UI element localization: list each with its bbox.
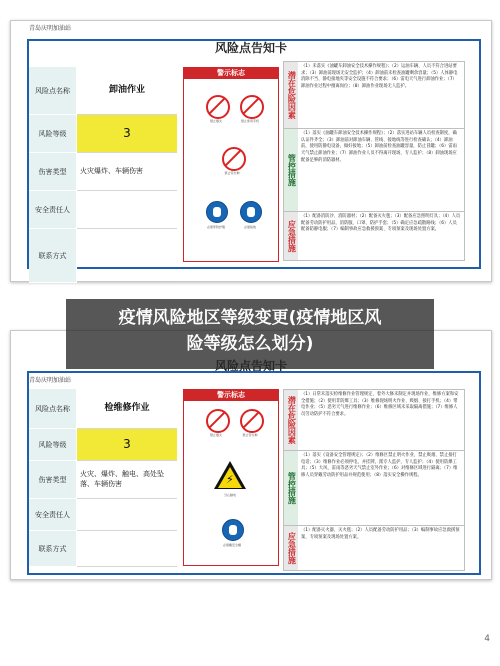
sign-label: 禁止烟火: [209, 433, 222, 437]
sign-label: 禁止烟火: [209, 119, 222, 123]
warning-signs-panel: [183, 67, 279, 263]
section-label: 管控措施: [284, 129, 298, 211]
no-lighter-icon: [222, 147, 246, 171]
hazard-section: [283, 389, 465, 451]
info-label: 风险等级: [29, 429, 77, 461]
info-label: 联系方式: [29, 229, 77, 283]
measures-column: [283, 389, 465, 571]
warning-signs-panel: [183, 389, 279, 567]
measures-column: [283, 61, 465, 261]
risk-card-1: [10, 20, 492, 282]
info-label: 风险等级: [29, 115, 77, 153]
card-title: 风险点告知卡: [214, 41, 287, 55]
info-table: [29, 67, 177, 283]
section-label: 潜在危险因素: [284, 390, 298, 450]
no-lighter-icon: [240, 409, 264, 433]
info-label: 联系方式: [29, 531, 77, 567]
info-value: 火灾爆炸、车辆伤害: [77, 153, 177, 191]
info-value: 卸油作业: [77, 67, 177, 115]
section-label: 应急措施: [284, 212, 298, 260]
wear-protective-clothing-icon: [206, 201, 228, 223]
page-number: 4: [484, 634, 490, 644]
warning-header: 警示标志: [183, 67, 279, 79]
section-text: （1）日常未落实检维修作业管理规定，着外大修未制定并现场作业，维修方案和安全措施；（2）使用非防爆工具；（3）维修现场明火作业、吸烟、接打手机；（4）带电作业；（5）恶劣天气进行维修作业；（6）维修区域未采取隔离措施；（7）维修人员劳动防护不符合要求。: [301, 392, 459, 417]
overlay-title-line-2: 险等级怎么划分): [186, 334, 314, 354]
no-fire-icon: [206, 409, 230, 433]
sign-label: 必须戴安全帽: [222, 543, 241, 547]
sign-label: 禁止带火种: [224, 171, 240, 175]
info-label: 风险点名称: [29, 389, 77, 429]
wear-helmet-icon: [222, 519, 244, 541]
info-label: 安全责任人: [29, 191, 77, 229]
no-fire-icon: [206, 95, 230, 119]
section-label: 管控措施: [284, 451, 298, 525]
section-label: 潜在危险因素: [284, 62, 298, 128]
risk-level-value: 3: [77, 429, 177, 461]
info-label: 伤害类型: [29, 153, 77, 191]
hazard-section: [283, 61, 465, 129]
info-label: 风险点名称: [29, 67, 77, 115]
emergency-section: [283, 526, 465, 571]
no-phone-icon: [240, 95, 264, 119]
info-label: 伤害类型: [29, 461, 77, 499]
section-text: （1）落实《油罐车卸油安全技术操作规程》；（2）落实进站车辆人员检查制度，确认证件齐全；（3）卸油前对卸油车辆、管线、接地线等进行检查确认；（4）卸油前，使用防静电设备，做好接地；（5）卸油前检查油罐容量，防止冒罐；（6）雷雨天气禁止卸油作业；（7）卸油作业人员不得离开现场，专人监护；（8）卸油现场应配备足够的消防器材。: [301, 131, 457, 163]
info-value: [77, 229, 177, 283]
sign-label: 必须接地: [243, 225, 256, 229]
sign-label: 禁止带火种: [242, 433, 258, 437]
emergency-section: [283, 212, 465, 261]
info-value: [77, 191, 177, 229]
station-name: 青岛庆明加油站: [29, 25, 72, 32]
section-text: （1）配备消防沙、消防器材；（2）配备灭火毯；（3）配备应急照明灯具；（4）人员配备劳动防护用品，消防服、口罩、防护手套；（5）确定应急疏散路线；（6）人员配备防静电服；（7）编制事故应急救援预案、专项预案及现场处置方案。: [301, 214, 461, 233]
info-value: 检维修作业: [77, 389, 177, 429]
info-value: [77, 531, 177, 567]
warning-header: 警示标志: [183, 389, 279, 401]
info-value: 火灾、爆炸、触电、高处坠落、车辆伤害: [77, 461, 177, 499]
risk-level-value: 3: [77, 115, 177, 153]
station-name: 青岛庆明加油站: [29, 377, 72, 384]
overlay-title-line-1: 疫情风险地区等级变更(疫情地区风: [118, 308, 382, 328]
control-section: [283, 129, 465, 212]
grounding-icon: [240, 201, 262, 223]
sign-label: 当心触电: [223, 493, 236, 497]
control-section: [283, 451, 465, 526]
article-title-overlay: [66, 299, 434, 369]
section-text: （1）未落实《油罐车卸油安全技术操作规程》；（2）运油车辆、人员不符合进站要求；（3）卸油前现场无安全监护；（4）卸油前未检查油罐剩余容量；（5）人体静电消除不当、静电接地夹等安全设施不符合要求；（6）雷电天气进行卸油作业；（7）卸油作业过程中擅离岗位；（8）卸油作业现场无人监护。: [301, 64, 458, 89]
info-label: 安全责任人: [29, 499, 77, 531]
sign-label: 禁止使用手机: [240, 119, 259, 123]
section-text: （1）落实《设备安全管理规定》；（2）维修区禁止明火作业，禁止吸烟、禁止接打电话；（3）维修作业必须停电，并挂牌，派专人监护，专人监护；（4）使用防爆工具；（5）大风、雷雨等恶劣天气禁止室外作业；（6）对维修区域进行隔离；（7）维修人员穿戴劳动防护用品并规范使用；（8）落实安全操作规程。: [301, 453, 458, 478]
info-table: [29, 389, 177, 567]
sign-label: 必须穿防护服: [206, 225, 225, 229]
section-label: 应急措施: [284, 526, 298, 570]
info-value: [77, 499, 177, 531]
lightning-bolt-icon: ⚡: [226, 473, 234, 486]
section-text: （1）配备灭火器、灭火毯；（2）人员配备劳动防护用品；（3）编制事故应急救援预案、专项预案及现场处置方案。: [301, 528, 460, 540]
